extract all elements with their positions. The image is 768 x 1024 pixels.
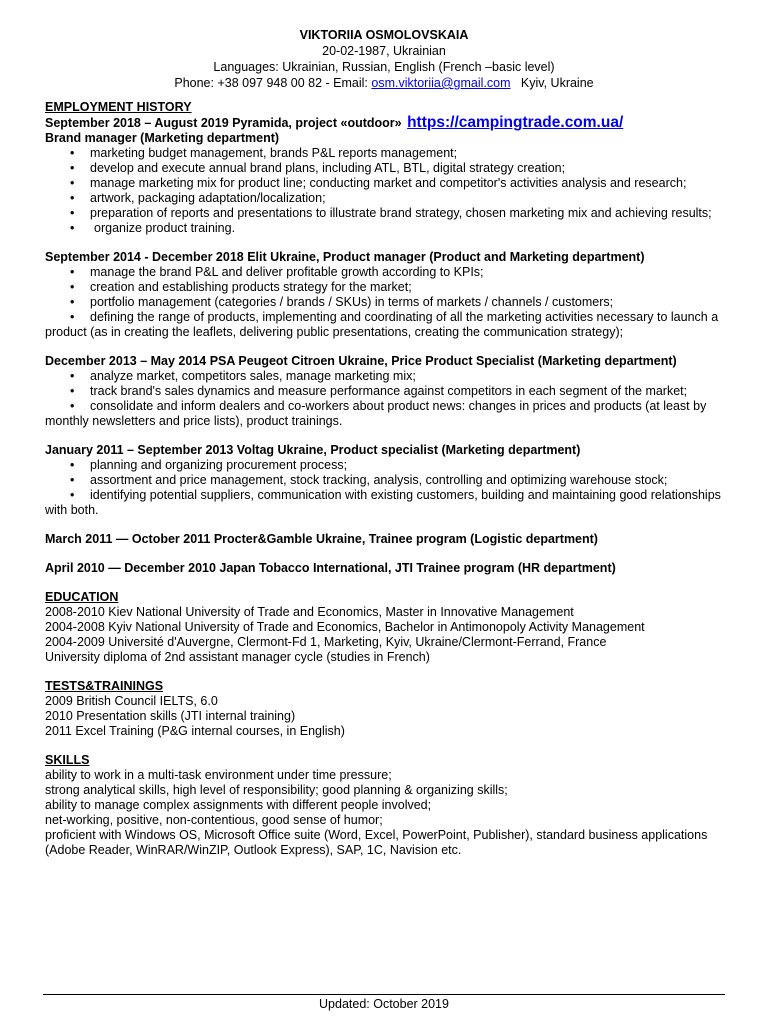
bullet-icon: •	[70, 146, 75, 160]
company-website-link[interactable]: https://campingtrade.com.ua/	[407, 114, 624, 131]
list-item: • artwork, packaging adaptation/localization;	[70, 191, 326, 205]
list-item: • identifying potential suppliers, communication with existing customers, building and maintaining good relationships with both.	[45, 488, 721, 517]
list-item: • creation and establishing products strategy for the market;	[70, 280, 412, 294]
bullet-icon: •	[70, 473, 75, 487]
bullet-icon: •	[70, 369, 75, 383]
education-line: University diploma of 2nd assistant manager cycle (studies in French)	[45, 650, 430, 664]
job-heading: March 2011 — October 2011 Procter&Gamble Ukraine, Trainee program (Logistic department)	[45, 532, 598, 546]
list-item: • manage marketing mix for product line; conducting market and competitor's activities analysis and research;	[70, 176, 687, 190]
training-line: 2011 Excel Training (P&G internal courses, in English)	[45, 724, 345, 738]
job-heading: September 2014 - December 2018 Elit Ukraine, Product manager (Product and Marketing department)	[45, 250, 645, 264]
tests-title: TESTS&TRAININGS	[45, 679, 164, 693]
candidate-name: VIKTORIIA OSMOLOVSKAIA	[299, 28, 469, 42]
job-heading: September 2018 – August 2019 Pyramida, project «outdoor» https://campingtrade.com.ua/	[45, 114, 624, 131]
contact-line	[0, 75, 768, 91]
email-link[interactable]: osm.viktoriia@gmail.com	[371, 76, 511, 90]
job-bullets	[45, 265, 725, 340]
employment-title: EMPLOYMENT HISTORY	[45, 100, 192, 114]
job-bullets	[45, 146, 725, 236]
bullet-icon: •	[70, 399, 75, 413]
bullet-icon: •	[70, 458, 75, 472]
phone-label: Phone: +38 097 948 00 82 - Email:	[174, 76, 372, 90]
list-item: • marketing budget management, brands P&L reports management;	[70, 146, 458, 160]
job-heading: December 2013 – May 2014 PSA Peugeot Citroen Ukraine, Price Product Specialist (Marketing department)	[45, 354, 677, 368]
skill-line: proficient with Windows OS, Microsoft Office suite (Word, Excel, PowerPoint, Publisher), standard business applications (Adobe Reader, WinRAR/WinZIP, Outlook Express), SAP, 1C, Navision etc.	[45, 828, 708, 857]
birth-nationality: 20-02-1987, Ukrainian	[322, 44, 446, 58]
resume-body	[45, 100, 725, 858]
list-item: • portfolio management (categories / brands / SKUs) in terms of markets / channels / customers;	[70, 295, 614, 309]
list-item: • planning and organizing procurement process;	[70, 458, 348, 472]
job-bullets	[45, 369, 725, 429]
list-item: • manage the brand P&L and deliver profitable growth according to KPIs;	[70, 265, 484, 279]
job-role: Brand manager (Marketing department)	[45, 131, 280, 145]
languages: Languages: Ukrainian, Russian, English (French –basic level)	[213, 60, 555, 74]
training-line: 2009 British Council IELTS, 6.0	[45, 694, 218, 708]
location: Kyiv, Ukraine	[520, 76, 594, 90]
bullet-icon: •	[70, 221, 75, 235]
resume-header	[0, 27, 768, 91]
skills-title: SKILLS	[45, 753, 90, 767]
list-item: • track brand's sales dynamics and measure performance against competitors in each segment of the market;	[70, 384, 688, 398]
updated-date: Updated: October 2019	[319, 997, 449, 1011]
bullet-icon: •	[70, 310, 75, 324]
list-item: • develop and execute annual brand plans, including ATL, BTL, digital strategy creation;	[70, 161, 566, 175]
list-item: • organize product training.	[70, 221, 236, 235]
list-item: • consolidate and inform dealers and co-workers about product news: changes in prices and products (at least by monthly newsletters and price lists), product trainings.	[45, 399, 707, 428]
job-heading: January 2011 – September 2013 Voltag Ukraine, Product specialist (Marketing department)	[45, 443, 581, 457]
skill-line: strong analytical skills, high level of responsibility; good planning & organizing skills;	[45, 783, 508, 797]
list-item: • analyze market, competitors sales, manage marketing mix;	[70, 369, 416, 383]
skill-line: net-working, positive, non-contentious, good sense of humor;	[45, 813, 383, 827]
skill-line: ability to work in a multi-task environment under time pressure;	[45, 768, 392, 782]
list-item: • preparation of reports and presentations to illustrate brand strategy, chosen marketing mix and achieving results;	[70, 206, 712, 220]
skill-line: ability to manage complex assignments with different people involved;	[45, 798, 432, 812]
bullet-icon: •	[70, 265, 75, 279]
education-line: 2004-2009 Université d'Auvergne, Clermont-Fd 1, Marketing, Kyiv, Ukraine/Clermont-Ferrand, France	[45, 635, 607, 649]
training-line: 2010 Presentation skills (JTI internal training)	[45, 709, 296, 723]
education-title: EDUCATION	[45, 590, 119, 604]
education-line: 2008-2010 Kiev National University of Trade and Economics, Master in Innovative Management	[45, 605, 574, 619]
bullet-icon: •	[70, 161, 75, 175]
job-bullets	[45, 458, 725, 518]
bullet-icon: •	[70, 488, 75, 502]
list-item: • defining the range of products, implementing and coordinating of all the marketing activities necessary to launch a product (as in creating the leaflets, delivering public presentations, creating the communication strategy);	[45, 310, 719, 339]
bullet-icon: •	[70, 206, 75, 220]
bullet-icon: •	[70, 280, 75, 294]
bullet-icon: •	[70, 191, 75, 205]
list-item: • assortment and price management, stock tracking, analysis, controlling and optimizing warehouse stock;	[70, 473, 668, 487]
bullet-icon: •	[70, 295, 75, 309]
footer-divider	[43, 994, 725, 995]
job-heading: April 2010 — December 2010 Japan Tobacco International, JTI Trainee program (HR department)	[45, 561, 616, 575]
location-spacer	[510, 76, 520, 90]
education-line: 2004-2008 Kyiv National University of Trade and Economics, Bachelor in Antimonopoly Activity Management	[45, 620, 645, 634]
bullet-icon: •	[70, 176, 75, 190]
bullet-icon: •	[70, 384, 75, 398]
